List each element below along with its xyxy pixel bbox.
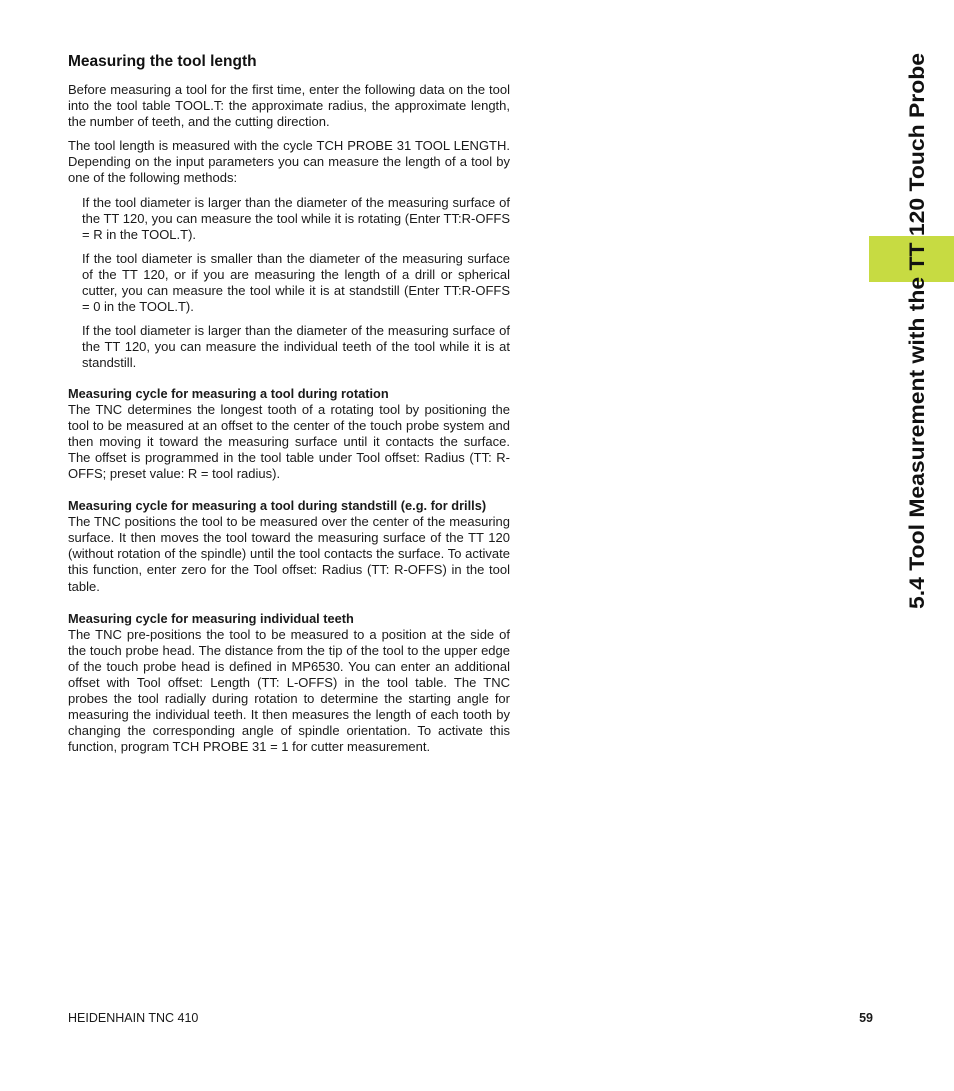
method-item: If the tool diameter is larger than the diameter of the measuring surface of the TT 120, you can measure the individual teeth of the tool while it is at standstill.	[82, 323, 510, 371]
intro-paragraph: The tool length is measured with the cycle TCH PROBE 31 TOOL LENGTH. Depending on the input parameters you can measure the length of a tool by one of the following methods:	[68, 138, 510, 186]
subsection-body: The TNC pre-positions the tool to be measured to a position at the side of the touch probe head. The distance from the tip of the tool to the upper edge of the touch probe head is defined in MP6530. You can enter an additional offset with Tool offset: Length (TT: L-OFFS) in the tool table. The TNC probes the tool radially during rotation to determine the starting angle for measuring the individual teeth. It then measures the length of each tooth by changing the corresponding angle of spindle orientation. To activate this function, program TCH PROBE 31 = 1 for cutter measurement.	[68, 626, 510, 755]
main-content	[68, 52, 510, 763]
method-list	[68, 195, 510, 372]
subsection-title: Measuring cycle for measuring individual teeth	[68, 610, 354, 626]
page-number: 59	[859, 1011, 873, 1025]
method-item: If the tool diameter is larger than the diameter of the measuring surface of the TT 120, you can measure the tool while it is rotating (Enter TT:R-OFFS = R in the TOOL.T).	[82, 194, 510, 242]
subsection-body: The TNC positions the tool to be measured over the center of the measuring surface. It then moves the tool toward the measuring surface of the TT 120 (without rotation of the spindle) until the tool contacts the surface. To activate this function, enter zero for the Tool offset: Radius (TT: R-OFFS) in the tool table.	[68, 514, 510, 594]
footer-manual-name: HEIDENHAIN TNC 410	[68, 1011, 199, 1025]
chapter-title-text: 5.4 Tool Measurement with the TT 120 Touch Probe	[906, 99, 929, 609]
subsection-title: Measuring cycle for measuring a tool during standstill (e.g. for drills)	[68, 498, 487, 514]
chapter-side-title	[896, 51, 932, 611]
intro-paragraph: Before measuring a tool for the first time, enter the following data on the tool into the tool table TOOL.T: the approximate radius, the approximate length, the number of teeth, and the cutting direction.	[68, 82, 510, 130]
subsection-title: Measuring cycle for measuring a tool during rotation	[68, 385, 389, 401]
subsection-body: The TNC determines the longest tooth of a rotating tool by positioning the tool to be measured at an offset to the center of the touch probe system and then moving it toward the measuring surface until it contacts the surface. The offset is programmed in the tool table under Tool offset: Radius (TT: R-OFFS; preset value: R = tool radius).	[68, 401, 510, 481]
method-item: If the tool diameter is smaller than the diameter of the measuring surface of the TT 120, or if you are measuring the length of a drill or spherical cutter, you can measure the tool while it is at standstill (Enter TT:R-OFFS = 0 in the TOOL.T).	[82, 250, 510, 315]
section-heading: Measuring the tool length	[68, 53, 257, 70]
